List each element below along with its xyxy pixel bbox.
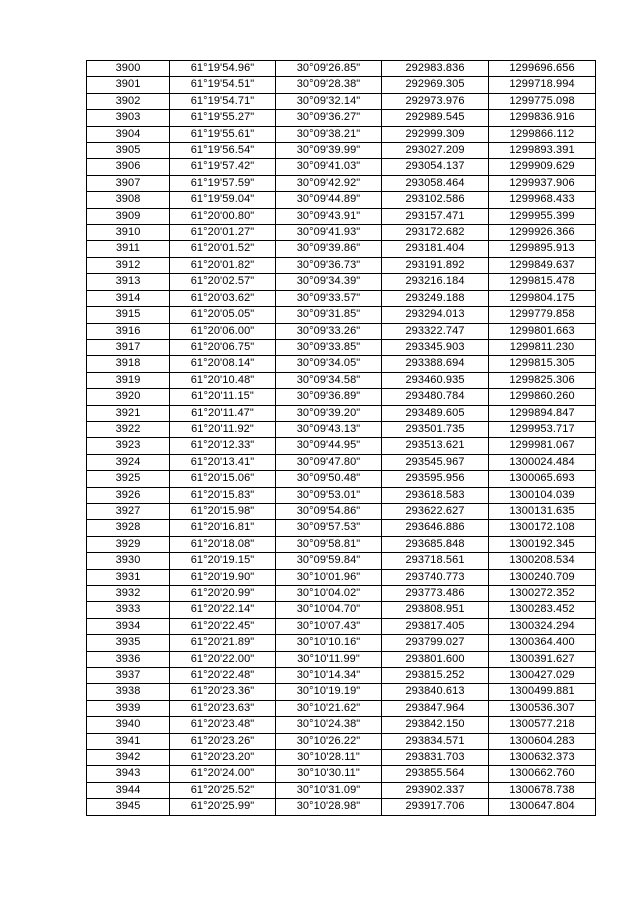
x-coordinate-cell: 293834.571 [382, 733, 489, 749]
longitude-cell: 30°10'19.19" [276, 684, 382, 700]
longitude-cell: 30°09'34.58" [276, 372, 382, 388]
x-coordinate-cell: 293249.188 [382, 290, 489, 306]
table-row [87, 372, 596, 388]
latitude-cell: 61°20'22.14" [170, 602, 276, 618]
longitude-cell: 30°09'54.86" [276, 503, 382, 519]
latitude-cell: 61°20'11.92" [170, 421, 276, 437]
y-coordinate-cell: 1299718.994 [489, 77, 596, 93]
table-row [87, 356, 596, 372]
x-coordinate-cell: 293294.013 [382, 307, 489, 323]
y-coordinate-cell: 1300324.294 [489, 618, 596, 634]
latitude-cell: 61°20'20.99" [170, 586, 276, 602]
x-coordinate-cell: 293191.892 [382, 257, 489, 273]
y-coordinate-cell: 1300632.373 [489, 750, 596, 766]
longitude-cell: 30°09'59.84" [276, 553, 382, 569]
table-row [87, 143, 596, 159]
latitude-cell: 61°20'24.00" [170, 766, 276, 782]
y-coordinate-cell: 1300391.627 [489, 651, 596, 667]
point-number-cell: 3916 [87, 323, 170, 339]
table-row [87, 487, 596, 503]
table-row [87, 536, 596, 552]
table-row [87, 175, 596, 191]
longitude-cell: 30°09'47.80" [276, 454, 382, 470]
point-number-cell: 3924 [87, 454, 170, 470]
longitude-cell: 30°09'36.89" [276, 389, 382, 405]
x-coordinate-cell: 293801.600 [382, 651, 489, 667]
y-coordinate-cell: 1300192.345 [489, 536, 596, 552]
latitude-cell: 61°20'19.15" [170, 553, 276, 569]
longitude-cell: 30°09'33.85" [276, 339, 382, 355]
y-coordinate-cell: 1300678.738 [489, 782, 596, 798]
latitude-cell: 61°20'15.98" [170, 503, 276, 519]
latitude-cell: 61°20'00.80" [170, 208, 276, 224]
table-row [87, 503, 596, 519]
longitude-cell: 30°09'50.48" [276, 471, 382, 487]
x-coordinate-cell: 293545.967 [382, 454, 489, 470]
longitude-cell: 30°09'39.86" [276, 241, 382, 257]
longitude-cell: 30°09'58.81" [276, 536, 382, 552]
longitude-cell: 30°10'21.62" [276, 700, 382, 716]
table-row [87, 389, 596, 405]
table-row [87, 454, 596, 470]
table-row [87, 635, 596, 651]
table-row [87, 61, 596, 77]
longitude-cell: 30°09'31.85" [276, 307, 382, 323]
table-row [87, 225, 596, 241]
x-coordinate-cell: 293345.903 [382, 339, 489, 355]
longitude-cell: 30°09'33.26" [276, 323, 382, 339]
latitude-cell: 61°19'57.42" [170, 159, 276, 175]
longitude-cell: 30°10'28.11" [276, 750, 382, 766]
latitude-cell: 61°20'06.75" [170, 339, 276, 355]
y-coordinate-cell: 1299937.906 [489, 175, 596, 191]
latitude-cell: 61°19'56.54" [170, 143, 276, 159]
x-coordinate-cell: 293773.486 [382, 586, 489, 602]
longitude-cell: 30°09'32.14" [276, 93, 382, 109]
point-number-cell: 3926 [87, 487, 170, 503]
latitude-cell: 61°20'19.90" [170, 569, 276, 585]
point-number-cell: 3914 [87, 290, 170, 306]
y-coordinate-cell: 1299815.478 [489, 274, 596, 290]
longitude-cell: 30°09'36.27" [276, 110, 382, 126]
latitude-cell: 61°20'22.45" [170, 618, 276, 634]
longitude-cell: 30°09'44.89" [276, 192, 382, 208]
longitude-cell: 30°09'44.95" [276, 438, 382, 454]
latitude-cell: 61°20'02.57" [170, 274, 276, 290]
latitude-cell: 61°20'03.62" [170, 290, 276, 306]
point-number-cell: 3906 [87, 159, 170, 175]
y-coordinate-cell: 1299825.306 [489, 372, 596, 388]
latitude-cell: 61°20'10.48" [170, 372, 276, 388]
y-coordinate-cell: 1299849.637 [489, 257, 596, 273]
longitude-cell: 30°09'28.38" [276, 77, 382, 93]
longitude-cell: 30°09'39.20" [276, 405, 382, 421]
point-number-cell: 3922 [87, 421, 170, 437]
y-coordinate-cell: 1299804.175 [489, 290, 596, 306]
latitude-cell: 61°19'57.59" [170, 175, 276, 191]
point-number-cell: 3909 [87, 208, 170, 224]
x-coordinate-cell: 293740.773 [382, 569, 489, 585]
y-coordinate-cell: 1299779.858 [489, 307, 596, 323]
latitude-cell: 61°20'01.82" [170, 257, 276, 273]
point-number-cell: 3911 [87, 241, 170, 257]
longitude-cell: 30°10'28.98" [276, 799, 382, 815]
latitude-cell: 61°20'11.15" [170, 389, 276, 405]
point-number-cell: 3938 [87, 684, 170, 700]
point-number-cell: 3919 [87, 372, 170, 388]
latitude-cell: 61°20'25.99" [170, 799, 276, 815]
y-coordinate-cell: 1299893.391 [489, 143, 596, 159]
y-coordinate-cell: 1299775.098 [489, 93, 596, 109]
x-coordinate-cell: 293489.605 [382, 405, 489, 421]
latitude-cell: 61°20'12.33" [170, 438, 276, 454]
x-coordinate-cell: 293840.613 [382, 684, 489, 700]
x-coordinate-cell: 293388.694 [382, 356, 489, 372]
table-row [87, 733, 596, 749]
longitude-cell: 30°10'14.34" [276, 668, 382, 684]
x-coordinate-cell: 293054.137 [382, 159, 489, 175]
latitude-cell: 61°20'06.00" [170, 323, 276, 339]
x-coordinate-cell: 293513.621 [382, 438, 489, 454]
point-number-cell: 3901 [87, 77, 170, 93]
coordinate-table-body [87, 61, 596, 816]
latitude-cell: 61°20'22.48" [170, 668, 276, 684]
y-coordinate-cell: 1299860.260 [489, 389, 596, 405]
table-row [87, 586, 596, 602]
latitude-cell: 61°20'23.63" [170, 700, 276, 716]
y-coordinate-cell: 1299981.067 [489, 438, 596, 454]
table-row [87, 208, 596, 224]
y-coordinate-cell: 1300499.881 [489, 684, 596, 700]
x-coordinate-cell: 293181.404 [382, 241, 489, 257]
point-number-cell: 3907 [87, 175, 170, 191]
latitude-cell: 61°20'15.83" [170, 487, 276, 503]
table-row [87, 257, 596, 273]
y-coordinate-cell: 1300536.307 [489, 700, 596, 716]
point-number-cell: 3944 [87, 782, 170, 798]
y-coordinate-cell: 1300427.029 [489, 668, 596, 684]
latitude-cell: 61°19'55.61" [170, 126, 276, 142]
y-coordinate-cell: 1299866.112 [489, 126, 596, 142]
latitude-cell: 61°20'23.36" [170, 684, 276, 700]
table-row [87, 290, 596, 306]
point-number-cell: 3936 [87, 651, 170, 667]
table-row [87, 700, 596, 716]
y-coordinate-cell: 1299836.916 [489, 110, 596, 126]
table-row [87, 602, 596, 618]
table-row [87, 668, 596, 684]
latitude-cell: 61°19'54.96" [170, 61, 276, 77]
table-row [87, 192, 596, 208]
x-coordinate-cell: 293157.471 [382, 208, 489, 224]
y-coordinate-cell: 1300364.400 [489, 635, 596, 651]
longitude-cell: 30°09'34.05" [276, 356, 382, 372]
latitude-cell: 61°20'01.27" [170, 225, 276, 241]
point-number-cell: 3912 [87, 257, 170, 273]
point-number-cell: 3915 [87, 307, 170, 323]
latitude-cell: 61°20'25.52" [170, 782, 276, 798]
table-row [87, 93, 596, 109]
longitude-cell: 30°09'41.93" [276, 225, 382, 241]
x-coordinate-cell: 293831.703 [382, 750, 489, 766]
point-number-cell: 3931 [87, 569, 170, 585]
table-row [87, 77, 596, 93]
point-number-cell: 3917 [87, 339, 170, 355]
table-row [87, 159, 596, 175]
x-coordinate-cell: 293842.150 [382, 717, 489, 733]
coordinate-table [86, 60, 596, 816]
latitude-cell: 61°20'01.52" [170, 241, 276, 257]
y-coordinate-cell: 1300065.693 [489, 471, 596, 487]
point-number-cell: 3935 [87, 635, 170, 651]
y-coordinate-cell: 1299909.629 [489, 159, 596, 175]
longitude-cell: 30°10'07.43" [276, 618, 382, 634]
y-coordinate-cell: 1299801.663 [489, 323, 596, 339]
x-coordinate-cell: 293618.583 [382, 487, 489, 503]
y-coordinate-cell: 1299894.847 [489, 405, 596, 421]
y-coordinate-cell: 1299926.366 [489, 225, 596, 241]
y-coordinate-cell: 1300131.635 [489, 503, 596, 519]
longitude-cell: 30°10'01.96" [276, 569, 382, 585]
x-coordinate-cell: 293027.209 [382, 143, 489, 159]
point-number-cell: 3918 [87, 356, 170, 372]
point-number-cell: 3903 [87, 110, 170, 126]
table-row [87, 782, 596, 798]
latitude-cell: 61°20'23.26" [170, 733, 276, 749]
y-coordinate-cell: 1299895.913 [489, 241, 596, 257]
table-row [87, 110, 596, 126]
point-number-cell: 3927 [87, 503, 170, 519]
table-row [87, 307, 596, 323]
point-number-cell: 3939 [87, 700, 170, 716]
point-number-cell: 3913 [87, 274, 170, 290]
x-coordinate-cell: 293799.027 [382, 635, 489, 651]
longitude-cell: 30°09'38.21" [276, 126, 382, 142]
point-number-cell: 3902 [87, 93, 170, 109]
longitude-cell: 30°10'24.38" [276, 717, 382, 733]
table-row [87, 799, 596, 815]
longitude-cell: 30°10'10.16" [276, 635, 382, 651]
point-number-cell: 3928 [87, 520, 170, 536]
table-row [87, 553, 596, 569]
table-row [87, 684, 596, 700]
y-coordinate-cell: 1299696.656 [489, 61, 596, 77]
y-coordinate-cell: 1300647.804 [489, 799, 596, 815]
y-coordinate-cell: 1300604.283 [489, 733, 596, 749]
longitude-cell: 30°10'31.09" [276, 782, 382, 798]
longitude-cell: 30°10'04.02" [276, 586, 382, 602]
y-coordinate-cell: 1300024.484 [489, 454, 596, 470]
point-number-cell: 3910 [87, 225, 170, 241]
longitude-cell: 30°09'41.03" [276, 159, 382, 175]
longitude-cell: 30°09'39.99" [276, 143, 382, 159]
y-coordinate-cell: 1299955.399 [489, 208, 596, 224]
y-coordinate-cell: 1300240.709 [489, 569, 596, 585]
y-coordinate-cell: 1299815.305 [489, 356, 596, 372]
latitude-cell: 61°20'08.14" [170, 356, 276, 372]
table-row [87, 750, 596, 766]
x-coordinate-cell: 293322.747 [382, 323, 489, 339]
x-coordinate-cell: 293902.337 [382, 782, 489, 798]
x-coordinate-cell: 293855.564 [382, 766, 489, 782]
x-coordinate-cell: 293102.586 [382, 192, 489, 208]
table-row [87, 651, 596, 667]
table-row [87, 405, 596, 421]
x-coordinate-cell: 293808.951 [382, 602, 489, 618]
y-coordinate-cell: 1299968.433 [489, 192, 596, 208]
point-number-cell: 3937 [87, 668, 170, 684]
x-coordinate-cell: 293718.561 [382, 553, 489, 569]
table-row [87, 717, 596, 733]
longitude-cell: 30°09'36.73" [276, 257, 382, 273]
longitude-cell: 30°10'30.11" [276, 766, 382, 782]
longitude-cell: 30°09'33.57" [276, 290, 382, 306]
longitude-cell: 30°10'26.22" [276, 733, 382, 749]
x-coordinate-cell: 293917.706 [382, 799, 489, 815]
point-number-cell: 3943 [87, 766, 170, 782]
latitude-cell: 61°19'55.27" [170, 110, 276, 126]
table-row [87, 438, 596, 454]
latitude-cell: 61°20'11.47" [170, 405, 276, 421]
longitude-cell: 30°09'34.39" [276, 274, 382, 290]
point-number-cell: 3933 [87, 602, 170, 618]
latitude-cell: 61°20'13.41" [170, 454, 276, 470]
point-number-cell: 3929 [87, 536, 170, 552]
point-number-cell: 3934 [87, 618, 170, 634]
y-coordinate-cell: 1300577.218 [489, 717, 596, 733]
x-coordinate-cell: 292983.836 [382, 61, 489, 77]
point-number-cell: 3921 [87, 405, 170, 421]
latitude-cell: 61°19'54.71" [170, 93, 276, 109]
x-coordinate-cell: 293501.735 [382, 421, 489, 437]
x-coordinate-cell: 293815.252 [382, 668, 489, 684]
longitude-cell: 30°09'53.01" [276, 487, 382, 503]
table-row [87, 569, 596, 585]
point-number-cell: 3900 [87, 61, 170, 77]
longitude-cell: 30°10'11.99" [276, 651, 382, 667]
point-number-cell: 3940 [87, 717, 170, 733]
x-coordinate-cell: 292999.309 [382, 126, 489, 142]
x-coordinate-cell: 293847.964 [382, 700, 489, 716]
x-coordinate-cell: 293216.184 [382, 274, 489, 290]
x-coordinate-cell: 293646.886 [382, 520, 489, 536]
latitude-cell: 61°20'23.20" [170, 750, 276, 766]
point-number-cell: 3945 [87, 799, 170, 815]
latitude-cell: 61°20'18.08" [170, 536, 276, 552]
longitude-cell: 30°09'26.85" [276, 61, 382, 77]
longitude-cell: 30°09'43.91" [276, 208, 382, 224]
x-coordinate-cell: 293172.682 [382, 225, 489, 241]
table-row [87, 241, 596, 257]
x-coordinate-cell: 293595.956 [382, 471, 489, 487]
table-row [87, 618, 596, 634]
point-number-cell: 3941 [87, 733, 170, 749]
longitude-cell: 30°10'04.70" [276, 602, 382, 618]
table-row [87, 520, 596, 536]
x-coordinate-cell: 293058.464 [382, 175, 489, 191]
longitude-cell: 30°09'42.92" [276, 175, 382, 191]
point-number-cell: 3930 [87, 553, 170, 569]
table-row [87, 421, 596, 437]
latitude-cell: 61°20'21.89" [170, 635, 276, 651]
table-row [87, 323, 596, 339]
point-number-cell: 3942 [87, 750, 170, 766]
point-number-cell: 3925 [87, 471, 170, 487]
x-coordinate-cell: 292989.545 [382, 110, 489, 126]
point-number-cell: 3920 [87, 389, 170, 405]
y-coordinate-cell: 1300104.039 [489, 487, 596, 503]
longitude-cell: 30°09'57.53" [276, 520, 382, 536]
table-row [87, 126, 596, 142]
y-coordinate-cell: 1300208.534 [489, 553, 596, 569]
y-coordinate-cell: 1300662.760 [489, 766, 596, 782]
point-number-cell: 3908 [87, 192, 170, 208]
table-row [87, 274, 596, 290]
x-coordinate-cell: 293480.784 [382, 389, 489, 405]
point-number-cell: 3923 [87, 438, 170, 454]
point-number-cell: 3904 [87, 126, 170, 142]
longitude-cell: 30°09'43.13" [276, 421, 382, 437]
y-coordinate-cell: 1299811.230 [489, 339, 596, 355]
table-row [87, 766, 596, 782]
latitude-cell: 61°20'15.06" [170, 471, 276, 487]
x-coordinate-cell: 292969.305 [382, 77, 489, 93]
x-coordinate-cell: 293685.848 [382, 536, 489, 552]
point-number-cell: 3932 [87, 586, 170, 602]
y-coordinate-cell: 1300272.352 [489, 586, 596, 602]
latitude-cell: 61°20'16.81" [170, 520, 276, 536]
point-number-cell: 3905 [87, 143, 170, 159]
y-coordinate-cell: 1299953.717 [489, 421, 596, 437]
table-row [87, 339, 596, 355]
latitude-cell: 61°20'23.48" [170, 717, 276, 733]
x-coordinate-cell: 292973.976 [382, 93, 489, 109]
y-coordinate-cell: 1300283.452 [489, 602, 596, 618]
latitude-cell: 61°19'59.04" [170, 192, 276, 208]
x-coordinate-cell: 293460.935 [382, 372, 489, 388]
table-row [87, 471, 596, 487]
y-coordinate-cell: 1300172.108 [489, 520, 596, 536]
latitude-cell: 61°20'05.05" [170, 307, 276, 323]
latitude-cell: 61°19'54.51" [170, 77, 276, 93]
latitude-cell: 61°20'22.00" [170, 651, 276, 667]
x-coordinate-cell: 293817.405 [382, 618, 489, 634]
x-coordinate-cell: 293622.627 [382, 503, 489, 519]
